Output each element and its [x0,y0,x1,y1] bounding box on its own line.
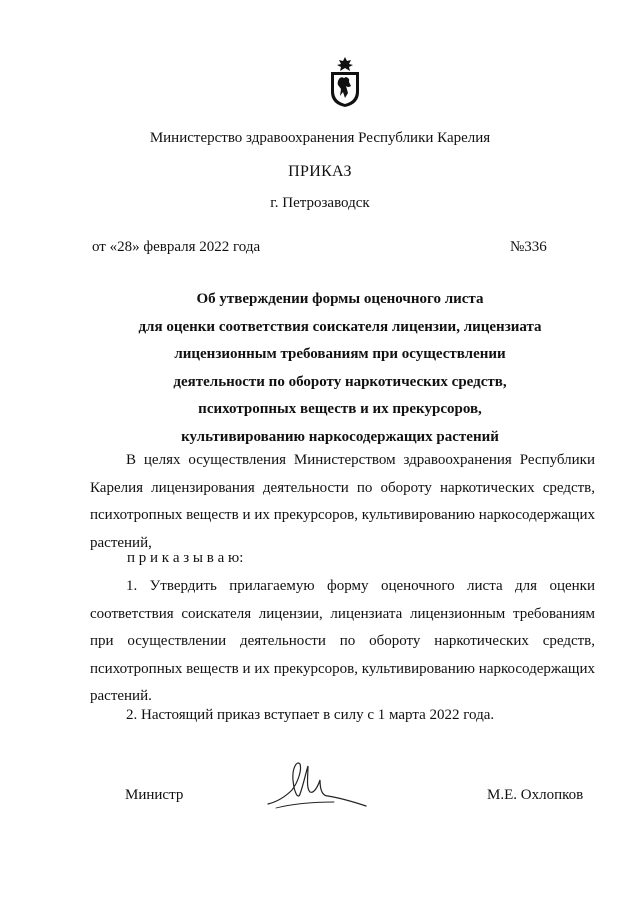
signatory-name: М.Е. Охлопков [487,787,584,803]
order-number: №336 [510,239,547,255]
heading-line: Об утверждении формы оценочного листа [196,291,484,307]
handwritten-signature-icon [262,752,372,824]
document-type-title: ПРИКАЗ [288,163,352,180]
preamble-paragraph: В целях осуществления Министерством здравоохранения Республики Карелия лицензирования деятельности по обороту наркотических средств, психотропных веществ и их прекурсоров, культивированию наркосодержащих растений, [90,452,595,551]
heading-line: деятельности по обороту наркотических средств, [173,373,507,390]
order-date: от «28» февраля 2022 года [92,239,261,255]
city: г. Петрозаводск [270,195,370,211]
ministry-name: Министерство здравоохранения Республики Карелия [149,130,491,146]
heading-line: лицензионным требованиям при осуществлении [174,346,506,363]
order-heading [120,286,560,452]
signatory-title: Министр [125,787,184,803]
order-word: п р и к а з ы в а ю: [127,550,244,566]
order-item-1: 1. Утвердить прилагаемую форму оценочного листа для оценки соответствия соискателя лицензии, лицензиата лицензионным требованиям при осуществлении деятельности по обороту наркотических средств, психотропных веществ и их прекурсоров, культивированию наркосодержащих растений. [90,578,595,704]
order-item-2: 2. Настоящий приказ вступает в силу с 1 марта 2022 года. [126,707,495,723]
heading-line: для оценки соответствия соискателя лицензии, лицензиата [138,318,542,335]
karelia-coat-of-arms-icon [328,56,362,108]
heading-line: психотропных веществ и их прекурсоров, [198,401,482,418]
heading-line: культивированию наркосодержащих растений [181,428,499,445]
